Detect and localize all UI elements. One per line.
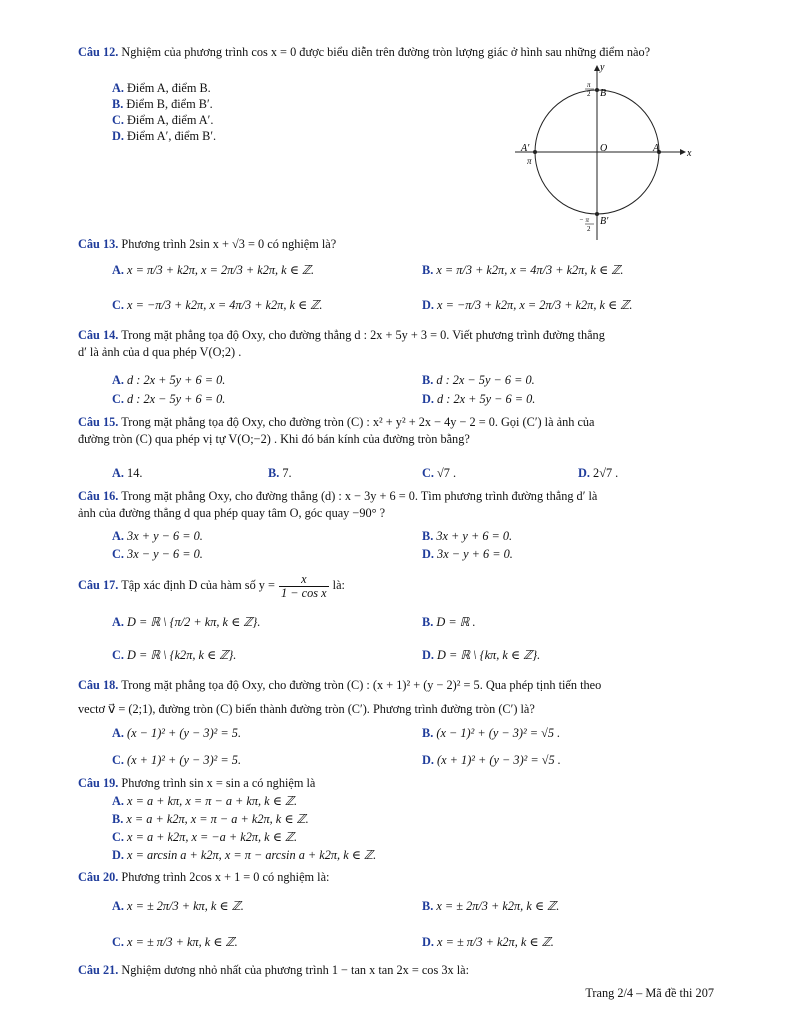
question-14: Câu 14. Trong mặt phẳng tọa độ Oxy, cho đường thẳng d : 2x + 5y + 3 = 0. Viết phương trình đường thẳng d′ là ảnh của d qua phép V(O;2) .: [78, 328, 605, 359]
option-a[interactable]: A. x = ± 2π/3 + kπ, k ∈ ℤ.: [112, 899, 244, 913]
question-17: Câu 17. Tập xác định D của hàm số y = $\frac{x}{\text{1 − cos x}}$ là:: [78, 571, 345, 600]
option-a[interactable]: A. 3x + y − 6 = 0.: [112, 529, 203, 543]
label-a-prime: A′: [521, 143, 530, 154]
option-b[interactable]: B. x = π/3 + k2π, x = 4π/3 + k2π, k ∈ ℤ.: [422, 263, 624, 277]
option-d[interactable]: D. 2√7 .: [578, 466, 619, 480]
question-19: Câu 19. Phương trình sin x = sin a có nghiệm là: [78, 776, 316, 790]
option-d[interactable]: D. x = ± π/3 + k2π, k ∈ ℤ.: [422, 935, 554, 949]
option-b[interactable]: B. x = ± 2π/3 + k2π, k ∈ ℤ.: [422, 899, 560, 913]
function-fraction: $\frac{x}{\text{1 − cos x}}$: [281, 571, 327, 600]
option-d[interactable]: D. D = ℝ \ {kπ, k ∈ ℤ}.: [422, 648, 541, 662]
option-c[interactable]: C. x = a + k2π, x = −a + k2π, k ∈ ℤ.: [112, 830, 298, 844]
option-c[interactable]: C. x = ± π/3 + kπ, k ∈ ℤ.: [112, 935, 238, 949]
option-b[interactable]: B. D = ℝ .: [422, 615, 476, 629]
option-c[interactable]: C. 3x − y − 6 = 0.: [112, 547, 203, 561]
option-c[interactable]: C. Điểm A, điểm A′.: [112, 113, 214, 127]
option-a[interactable]: A. x = a + kπ, x = π − a + kπ, k ∈ ℤ.: [112, 794, 298, 808]
label-o: O: [600, 143, 608, 154]
option-a[interactable]: A. d : 2x + 5y + 6 = 0.: [112, 373, 226, 387]
question-text: Nghiệm của phương trình cos x = 0 được biểu diễn trên đường tròn lượng giác ở hình sau những điểm nào?: [121, 45, 651, 59]
label-half-pi-num: π: [587, 81, 591, 89]
option-d[interactable]: D. Điểm A′, điểm B′.: [112, 129, 217, 143]
option-a[interactable]: A. (x − 1)² + (y − 3)² = 5.: [112, 726, 242, 740]
question-label: Câu 12.: [78, 45, 119, 59]
label-half-pi-den: 2: [587, 90, 591, 98]
option-a[interactable]: A. D = ℝ \ {π/2 + kπ, k ∈ ℤ}.: [112, 615, 261, 629]
point-a-prime: [533, 150, 537, 154]
option-b[interactable]: B. 7.: [268, 466, 292, 480]
option-a[interactable]: A. x = π/3 + k2π, x = 2π/3 + k2π, k ∈ ℤ.: [112, 263, 315, 277]
option-c[interactable]: C. (x + 1)² + (y − 3)² = 5.: [112, 753, 242, 767]
label-a: A: [653, 143, 660, 154]
point-b-prime: [595, 212, 599, 216]
x-label: x: [687, 148, 692, 159]
option-d[interactable]: D. x = −π/3 + k2π, x = 2π/3 + k2π, k ∈ ℤ.: [422, 298, 633, 312]
question-12: [78, 44, 716, 61]
option-a[interactable]: A. Điểm A, điểm B.: [112, 81, 211, 95]
option-b[interactable]: B. d : 2x − 5y − 6 = 0.: [422, 373, 535, 387]
question-13: Câu 13. Phương trình 2sin x + √3 = 0 có nghiệm là?: [78, 237, 337, 251]
option-c[interactable]: C. d : 2x − 5y + 6 = 0.: [112, 392, 226, 406]
option-d[interactable]: D. d : 2x + 5y − 6 = 0.: [422, 392, 536, 406]
unit-circle-figure: [505, 62, 705, 242]
label-b-prime: B′: [600, 216, 609, 227]
y-label: y: [600, 62, 605, 73]
label-pi: π: [527, 156, 532, 166]
option-b[interactable]: B. Điểm B, điểm B′.: [112, 97, 213, 111]
question-15: Câu 15. Trong mặt phẳng tọa độ Oxy, cho đường tròn (C) : x² + y² + 2x − 4y − 2 = 0. Gọi (C′) là ảnh của đường tròn (C) qua phép vị tự V(O;−2) . Khi đó bán kính của đường tròn bằng?: [78, 415, 595, 446]
question-20: Câu 20. Phương trình 2cos x + 1 = 0 có nghiệm là:: [78, 870, 330, 884]
label-neg-half-pi-den: 2: [587, 225, 591, 233]
label-neg-half-pi-num: − π: [579, 216, 589, 224]
option-b[interactable]: B. x = a + k2π, x = π − a + k2π, k ∈ ℤ.: [112, 812, 309, 826]
option-b[interactable]: B. (x − 1)² + (y − 3)² = √5 .: [422, 726, 561, 740]
option-c[interactable]: C. √7 .: [422, 466, 457, 480]
question-16: Câu 16. Trong mặt phẳng Oxy, cho đường thẳng (d) : x − 3y + 6 = 0. Tìm phương trình đường thẳng d′ là ảnh của đường thẳng d qua phép quay tâm O, góc quay −90° ?: [78, 489, 598, 520]
question-21: Câu 21. Nghiệm dương nhỏ nhất của phương trình 1 − tan x tan 2x = cos 3x là:: [78, 963, 469, 977]
label-b: B: [600, 88, 607, 99]
option-b[interactable]: B. 3x + y + 6 = 0.: [422, 529, 513, 543]
option-d[interactable]: D. x = arcsin a + k2π, x = π − arcsin a + k2π, k ∈ ℤ.: [112, 848, 377, 862]
option-d[interactable]: D. (x + 1)² + (y − 3)² = √5 .: [422, 753, 561, 767]
page-footer: Trang 2/4 – Mã đề thi 207: [585, 986, 714, 1000]
option-c[interactable]: C. x = −π/3 + k2π, x = 4π/3 + k2π, k ∈ ℤ.: [112, 298, 323, 312]
option-c[interactable]: C. D = ℝ \ {k2π, k ∈ ℤ}.: [112, 648, 237, 662]
option-d[interactable]: D. 3x − y + 6 = 0.: [422, 547, 513, 561]
option-a[interactable]: A. 14.: [112, 466, 143, 480]
point-b: [595, 88, 599, 92]
question-18: Câu 18. Trong mặt phẳng tọa độ Oxy, cho đường tròn (C) : (x + 1)² + (y − 2)² = 5. Qua phép tịnh tiến theo vectơ v⃗ = (2;1), đường tròn (C) biến thành đường tròn (C′). Phương trình đường tròn (C′) là?: [78, 678, 602, 716]
